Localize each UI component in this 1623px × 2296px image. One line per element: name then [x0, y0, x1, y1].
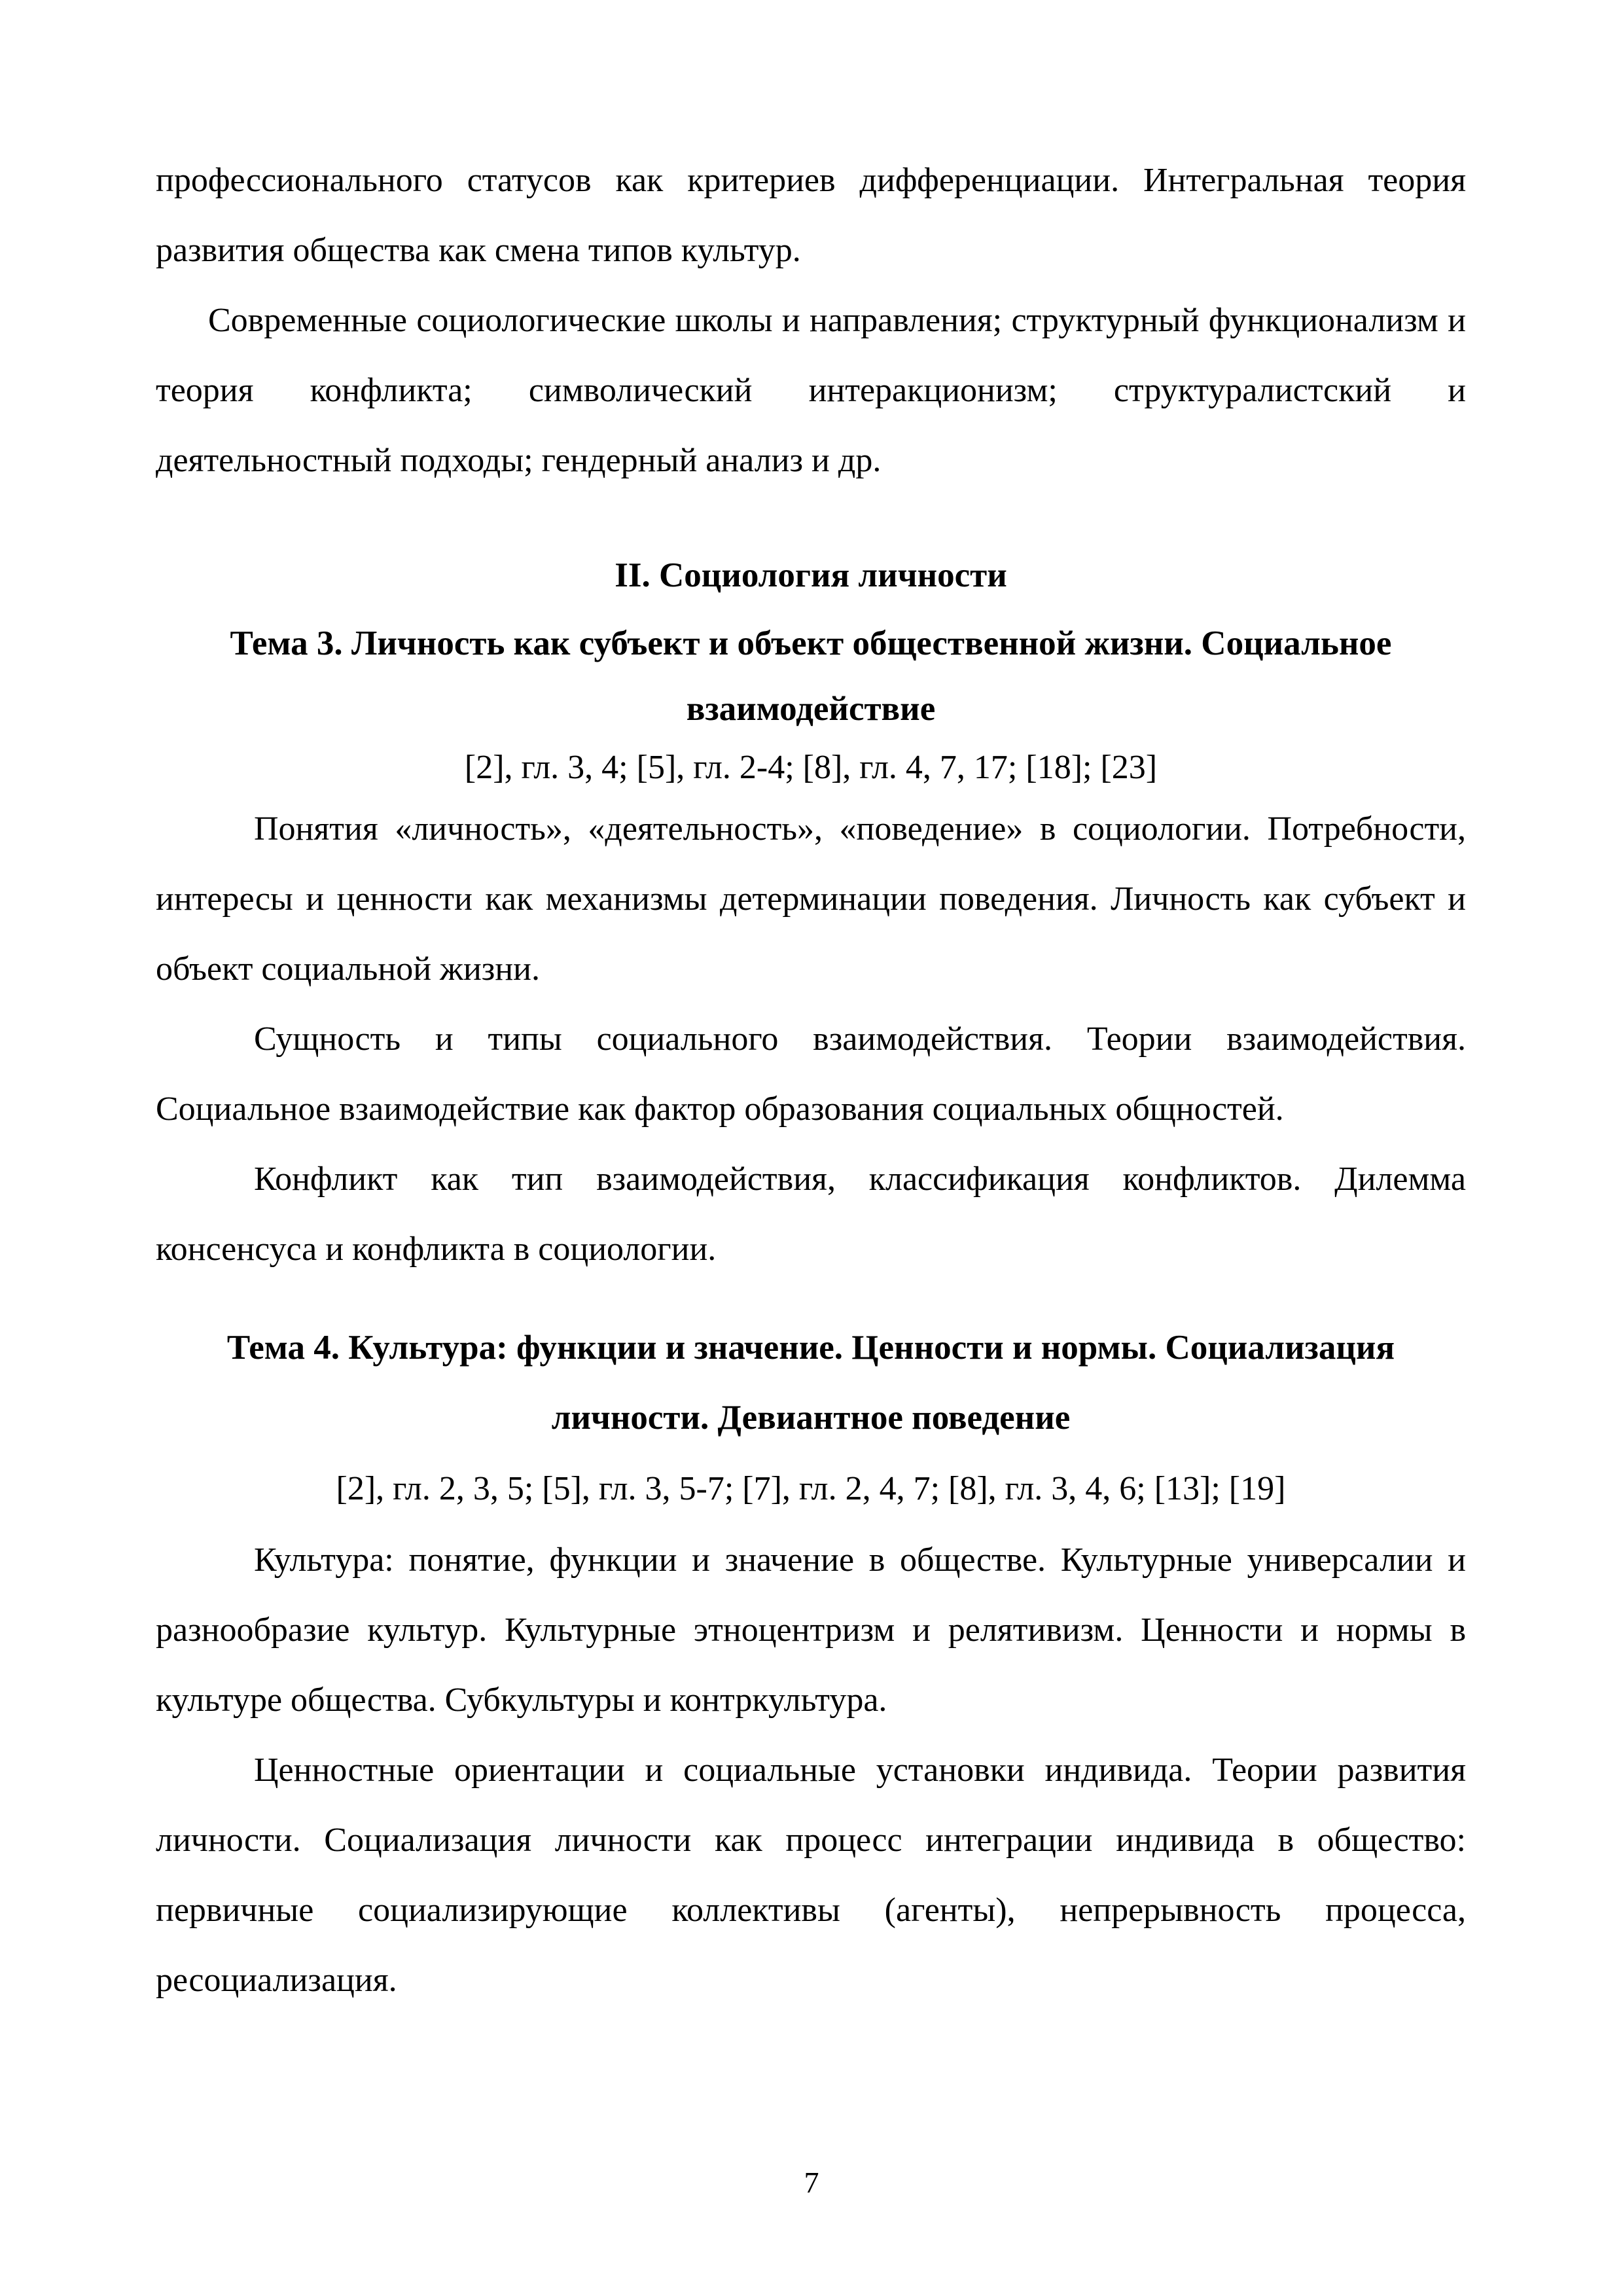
section-title: II. Социология личности: [615, 556, 1007, 594]
topic-4-block: [156, 1313, 1466, 2015]
topic-4-title: Тема 4. Культура: функции и значение. Ценности и нормы. Социализация личности. Девиантное поведение: [226, 1329, 1395, 1437]
topic-3-paragraph-2: Сущность и типы социального взаимодействия. Теории взаимодействия. Социальное взаимодействие как фактор образования социальных общностей.: [156, 1020, 1466, 1128]
intro-block: [156, 145, 1466, 495]
page-number: 7: [804, 2166, 819, 2199]
topic-3-title: Тема 3. Личность как субъект и объект общественной жизни. Социальное взаимодействие: [230, 624, 1392, 728]
topic-4-paragraph-1: Культура: понятие, функции и значение в обществе. Культурные универсалии и разнообразие культур. Культурные этноцентризм и релятивизм. Ценности и нормы в культуре общества. Субкультуры и контркультура.: [156, 1541, 1466, 1719]
topic-3-paragraph-1: Понятия «личность», «деятельность», «поведение» в социологии. Потребности, интересы и ценности как механизмы детерминации поведения. Личность как субъект и объект социальной жизни.: [156, 810, 1466, 988]
section-2-block: [156, 541, 1466, 1284]
topic-3-references: [2], гл. 3, 4; [5], гл. 2-4; [8], гл. 4, 7, 17; [18]; [23]: [464, 749, 1158, 786]
topic-4-references: [2], гл. 2, 3, 5; [5], гл. 3, 5-7; [7], гл. 2, 4, 7; [8], гл. 3, 4, 6; [13]; [19]: [336, 1470, 1286, 1507]
topic-3-paragraph-3: Конфликт как тип взаимодействия, классификация конфликтов. Дилемма консенсуса и конфликта в социологии.: [156, 1160, 1466, 1268]
topic-4-paragraph-2: Ценностные ориентации и социальные установки индивида. Теории развития личности. Социализация личности как процесс интеграции индивида в общество: первичные социализирующие коллективы (агенты), непрерывность процесса, ресоциализация.: [156, 1751, 1466, 1999]
intro-paragraph-1: профессионального статусов как критериев дифференциации. Интегральная теория развития общества как смена типов культур.: [156, 162, 1466, 269]
intro-paragraph-2: Современные социологические школы и направления; структурный функционализм и теория конфликта; символический интеракционизм; структуралистский и деятельностный подходы; гендерный анализ и др.: [156, 302, 1466, 479]
